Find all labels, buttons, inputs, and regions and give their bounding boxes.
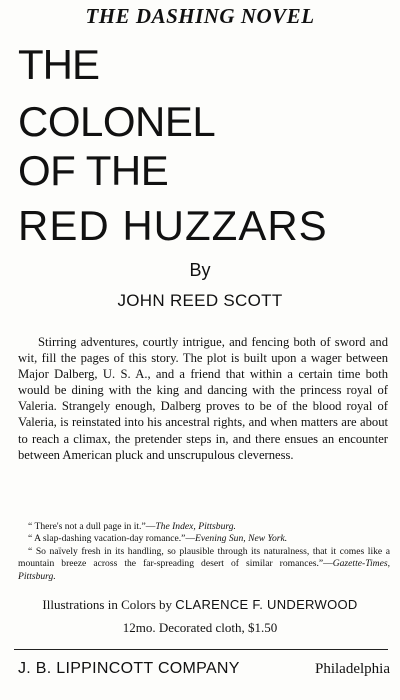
publisher-name: J. B. LIPPINCOTT COMPANY bbox=[18, 660, 240, 677]
press-quote bbox=[18, 533, 390, 545]
title-line-4: RED HUZZARS bbox=[18, 202, 328, 249]
quote-text: “ A slap-dashing vacation-day romance.”— bbox=[28, 533, 196, 545]
title-line-2: COLONEL bbox=[18, 98, 216, 145]
series-header: THE DASHING NOVEL bbox=[85, 4, 315, 28]
press-quotes bbox=[18, 521, 390, 583]
illustrations-credit bbox=[0, 597, 400, 613]
publisher-city: Philadelphia bbox=[315, 661, 390, 677]
quote-text: “ There's not a dull page in it.”— bbox=[28, 521, 156, 532]
quote-text: “ So naïvely fresh in its handling, so plausible through its naturalness, that it comes like a mountain breeze across the far-spreading desert of similar romances.”— bbox=[18, 545, 390, 570]
press-quote bbox=[18, 521, 390, 533]
illustrator-name: CLARENCE F. UNDERWOOD bbox=[175, 597, 358, 612]
book-description: Stirring adventures, courtly intrigue, and fencing both of sword and wit, fill the pages of this story. The plot is built upon a wager between Major Dalberg, U. S. A., and a friend that within a certain time both would be dining with the king and dancing with the princess royal of Valeria. Strangely enough, Dalberg proves to be of the blood royal of Valeria, is reinstated into his ancestral rights, and when matters are about to reach a climax, the pretender steps in, and there ensues an encounter between American pluck and unscrupulous cleverness. bbox=[18, 335, 388, 462]
by-line: By bbox=[189, 260, 211, 280]
binding-price: 12mo. Decorated cloth, $1.50 bbox=[122, 620, 278, 635]
press-quote bbox=[18, 546, 390, 583]
quote-source: The Index, Pittsburg. bbox=[155, 521, 236, 532]
publisher-line bbox=[18, 660, 390, 678]
quote-source: Gazette-Times, Pittsburg. bbox=[18, 558, 390, 582]
quote-source: Evening Sun, New York. bbox=[195, 533, 288, 545]
author-name: JOHN REED SCOTT bbox=[117, 291, 283, 310]
divider-rule bbox=[14, 649, 388, 650]
title-line-3: OF THE bbox=[18, 147, 169, 194]
title-line-1: THE bbox=[18, 41, 99, 88]
illustrations-label: Illustrations in Colors by bbox=[42, 597, 173, 612]
